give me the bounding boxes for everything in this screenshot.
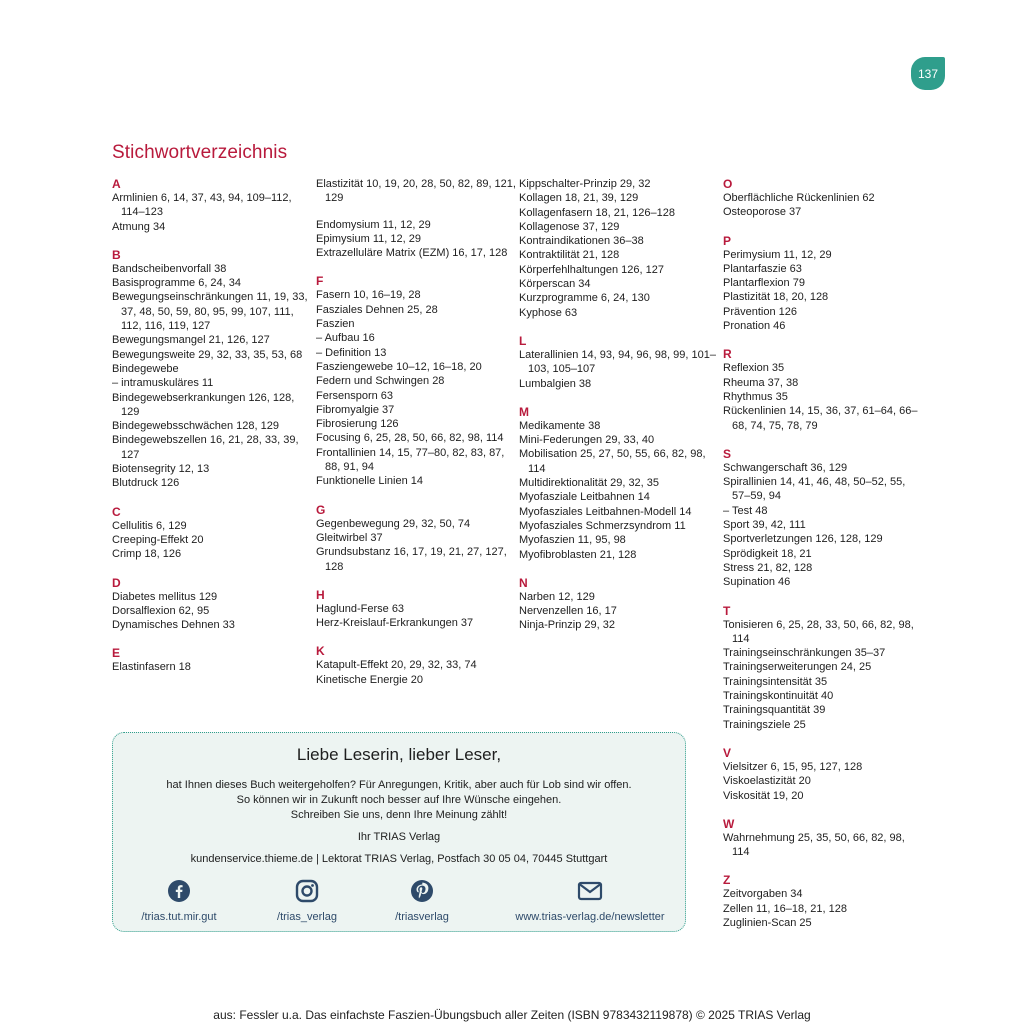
index-entry: Zuglinien-Scan 25	[723, 916, 812, 929]
index-section	[723, 746, 923, 803]
index-entry: Trainingsintensität 35	[723, 675, 828, 688]
index-entry: Viskoelastizität 20	[723, 775, 811, 788]
section-letter: K	[316, 644, 325, 659]
index-entry: Bindegewebserkrankungen 126, 128, 129	[112, 391, 298, 418]
reader-box-text-line: So können wir in Zukunft noch besser auf Ihre Wünsche eingehen.	[236, 794, 562, 806]
section-letter: G	[316, 502, 326, 517]
index-entry: Bewegungsmangel 21, 126, 127	[112, 334, 270, 347]
index-entry: Crimp 18, 126	[112, 548, 182, 561]
index-entry: Mini-Federungen 29, 33, 40	[519, 434, 655, 447]
facebook-icon	[167, 879, 191, 903]
index-entry: Fibrosierung 126	[316, 418, 399, 431]
section-letter: M	[519, 404, 529, 419]
index-entry: Elastizität 10, 19, 20, 28, 50, 82, 89, 121, 129	[316, 178, 520, 205]
index-section	[112, 248, 312, 491]
index-entry: Kollagenose 37, 129	[519, 220, 620, 233]
index-entry: Perimysium 11, 12, 29	[723, 248, 832, 261]
index-entry: Focusing 6, 25, 28, 50, 66, 82, 98, 114	[316, 432, 504, 445]
index-entry: Myofibroblasten 21, 128	[519, 548, 637, 561]
index-entry: Bindegewebsschwächen 128, 129	[112, 420, 279, 433]
section-letter: D	[112, 575, 121, 590]
page-number-badge: 137	[911, 57, 945, 90]
index-entry: Prävention 126	[723, 305, 797, 318]
index-entry: Multidirektionalität 29, 32, 35	[519, 477, 660, 490]
index-entry: Zellen 11, 16–18, 21, 128	[723, 902, 847, 915]
index-entry: Reflexion 35	[723, 362, 785, 375]
index-section	[723, 817, 923, 860]
index-section	[112, 646, 312, 674]
index-entry: Kollagenfasern 18, 21, 126–128	[519, 206, 675, 219]
index-entry: Herz-Kreislauf-Erkrankungen 37	[316, 617, 474, 630]
index-entry: Rückenlinien 14, 15, 36, 37, 61–64, 66–68, 74, 75, 78, 79	[723, 405, 918, 432]
index-entry: – intramuskuläres 11	[112, 377, 214, 390]
index-entry: Armlinien 6, 14, 37, 43, 94, 109–112, 114–123	[112, 192, 295, 219]
index-section	[112, 576, 312, 633]
index-section	[723, 347, 923, 432]
index-entry: Laterallinien 14, 93, 94, 96, 98, 99, 101–103, 105–107	[519, 348, 716, 376]
index-entry: Gleitwirbel 37	[316, 531, 383, 544]
index-column-3	[519, 177, 719, 647]
section-letter: T	[723, 603, 731, 618]
index-entry: Wahrnehmung 25, 35, 50, 66, 82, 98, 114	[723, 831, 908, 859]
index-entry: Grundsubstanz 16, 17, 19, 21, 27, 127, 128	[316, 546, 510, 573]
index-entry: – Aufbau 16	[316, 332, 375, 345]
index-entry: Spirallinien 14, 41, 46, 48, 50–52, 55, 57–59, 94	[723, 476, 909, 503]
index-entry: Schwangerschaft 36, 129	[723, 461, 848, 474]
index-entry: Narben 12, 129	[519, 590, 595, 603]
index-entry: Dynamisches Dehnen 33	[112, 619, 235, 632]
index-entry: Sprödigkeit 18, 21	[723, 547, 812, 560]
index-entry: Fibromyalgie 37	[316, 403, 395, 416]
index-entry: Endomysium 11, 12, 29	[316, 218, 431, 231]
index-entry: Trainingsquantität 39	[723, 704, 826, 717]
index-section	[316, 218, 516, 261]
instagram-link-label[interactable]: /trias_verlag	[277, 911, 337, 923]
index-entry: Vielsitzer 6, 15, 95, 127, 128	[723, 760, 863, 773]
section-letter: O	[723, 177, 733, 191]
reader-feedback-box	[112, 732, 686, 932]
index-entry: Dorsalflexion 62, 95	[112, 604, 210, 617]
facebook-link-label[interactable]: /trias.tut.mir.gut	[141, 911, 217, 923]
page-title: Stichwortverzeichnis	[112, 142, 288, 163]
index-section	[316, 644, 516, 687]
index-entry: Supination 46	[723, 576, 791, 589]
section-letter: C	[112, 504, 121, 519]
index-entry: – Definition 13	[316, 346, 387, 359]
index-entry: Kollagen 18, 21, 39, 129	[519, 192, 639, 205]
index-entry: Rheuma 37, 38	[723, 376, 799, 389]
index-section	[723, 447, 923, 590]
index-entry: Faszien	[316, 318, 355, 331]
instagram-icon	[295, 879, 319, 903]
section-letter: R	[723, 347, 732, 362]
index-entry: Sportverletzungen 126, 128, 129	[723, 533, 883, 546]
index-entry: Katapult-Effekt 20, 29, 32, 33, 74	[316, 659, 477, 672]
index-entry: Kyphose 63	[519, 306, 578, 319]
index-entry: Bindegewebszellen 16, 21, 28, 33, 39, 127	[112, 434, 302, 461]
index-entry: Fasziengewebe 10–12, 16–18, 20	[316, 360, 482, 373]
index-entry: Körperfehlhaltungen 126, 127	[519, 263, 664, 276]
index-section	[519, 334, 719, 391]
index-entry: Myofasziales Schmerzsyndrom 11	[519, 519, 686, 532]
index-entry: Myofasziales Leitbahnen-Modell 14	[519, 505, 692, 518]
index-entry: Kontraktilität 21, 128	[519, 249, 620, 262]
section-letter: H	[316, 587, 325, 602]
index-entry: Biotensegrity 12, 13	[112, 463, 210, 476]
index-entry: Trainingseinschränkungen 35–37	[723, 647, 886, 660]
index-section	[316, 588, 516, 631]
index-entry: Stress 21, 82, 128	[723, 561, 813, 574]
index-section	[723, 177, 923, 220]
newsletter-link-label[interactable]: www.trias-verlag.de/newsletter	[515, 911, 665, 923]
pinterest-link[interactable]	[332, 879, 512, 925]
section-letter: V	[723, 745, 732, 760]
index-entry: Ninja-Prinzip 29, 32	[519, 619, 615, 632]
index-section	[519, 177, 719, 320]
index-entry: Zeitvorgaben 34	[723, 888, 803, 901]
section-letter: E	[112, 646, 121, 661]
index-entry: Elastinfasern 18	[112, 661, 191, 674]
reader-box-signature: Ihr TRIAS Verlag	[357, 831, 441, 843]
index-section	[112, 177, 312, 234]
index-entry: Nervenzellen 16, 17	[519, 605, 617, 618]
index-entry: Oberflächliche Rückenlinien 62	[723, 192, 875, 204]
index-entry: Gegenbewegung 29, 32, 50, 74	[316, 517, 471, 530]
index-entry: Bewegungsweite 29, 32, 33, 35, 53, 68	[112, 348, 303, 361]
section-letter: B	[112, 247, 121, 262]
index-section	[112, 505, 312, 562]
index-entry: Blutdruck 126	[112, 477, 180, 490]
index-section	[316, 274, 516, 488]
index-section	[723, 873, 923, 930]
index-entry: Myofaszien 11, 95, 98	[519, 534, 626, 547]
index-section	[723, 234, 923, 334]
index-entry: Bindegewebe	[112, 362, 179, 375]
section-letter: N	[519, 575, 528, 590]
index-entry: Medikamente 38	[519, 419, 601, 432]
index-entry: Kurzprogramme 6, 24, 130	[519, 292, 650, 305]
index-column-1	[112, 177, 312, 689]
index-entry: Fasern 10, 16–19, 28	[316, 289, 421, 302]
index-entry: Trainingsziele 25	[723, 718, 806, 731]
reader-box-text-line: Schreiben Sie uns, denn Ihre Meinung zählt!	[290, 809, 508, 821]
reader-box-heading: Liebe Leserin, lieber Leser,	[296, 745, 502, 764]
index-section	[723, 604, 923, 732]
index-entry: Pronation 46	[723, 320, 786, 333]
index-section	[519, 576, 719, 633]
index-entry: Funktionelle Linien 14	[316, 475, 424, 488]
reader-box-text-line: hat Ihnen dieses Buch weitergeholfen? Für Anregungen, Kritik, aber auch für Lob sind wir offen.	[166, 779, 632, 791]
index-entry: Fasziales Dehnen 25, 28	[316, 303, 438, 316]
section-letter: W	[723, 816, 735, 831]
index-entry: Plantarfaszie 63	[723, 262, 802, 275]
section-letter: S	[723, 446, 732, 461]
index-entry: Kontraindikationen 36–38	[519, 235, 644, 248]
index-entry: Kippschalter-Prinzip 29, 32	[519, 178, 651, 190]
index-entry: – Test 48	[723, 504, 768, 517]
index-entry: Federn und Schwingen 28	[316, 375, 445, 388]
reader-box-contact: kundenservice.thieme.de | Lektorat TRIAS Verlag, Postfach 30 05 04, 70445 Stuttgart	[190, 853, 608, 865]
index-entry: Epimysium 11, 12, 29	[316, 232, 421, 245]
index-entry: Bandscheibenvorfall 38	[112, 262, 227, 275]
index-entry: Rhythmus 35	[723, 390, 788, 403]
section-letter: Z	[723, 873, 731, 888]
index-entry: Osteoporose 37	[723, 206, 802, 219]
index-entry: Extrazelluläre Matrix (EZM) 16, 17, 128	[316, 247, 508, 260]
section-letter: P	[723, 233, 732, 248]
index-column-2	[316, 177, 520, 701]
index-entry: Creeping-Effekt 20	[112, 533, 204, 546]
index-entry: Mobilisation 25, 27, 50, 55, 66, 82, 98, 114	[519, 448, 709, 475]
index-entry: Plastizität 18, 20, 128	[723, 291, 829, 304]
section-letter: F	[316, 274, 324, 289]
index-entry: Lumbalgien 38	[519, 377, 592, 390]
index-section	[316, 503, 516, 574]
newsletter-link[interactable]	[500, 879, 680, 925]
index-entry: Fersensporn 63	[316, 389, 394, 402]
mail-icon	[577, 879, 603, 903]
index-entry: Kinetische Energie 20	[316, 673, 424, 686]
index-entry: Tonisieren 6, 25, 28, 33, 50, 66, 82, 98, 114	[723, 618, 917, 645]
section-letter: A	[112, 177, 121, 191]
section-letter: L	[519, 333, 527, 348]
index-entry: Körperscan 34	[519, 278, 591, 291]
pinterest-icon	[410, 879, 434, 903]
index-entry: Diabetes mellitus 129	[112, 590, 218, 603]
index-entry: Cellulitis 6, 129	[112, 519, 187, 532]
index-entry: Plantarflexion 79	[723, 277, 805, 290]
index-column-4	[723, 177, 923, 944]
index-entry: Myofasziale Leitbahnen 14	[519, 491, 650, 504]
index-entry: Viskosität 19, 20	[723, 789, 804, 802]
source-footer: aus: Fessler u.a. Das einfachste Faszien-Übungsbuch aller Zeiten (ISBN 9783432119878) © 2025 TRIAS Verlag	[213, 1008, 811, 1022]
index-entry: Atmung 34	[112, 220, 166, 233]
index-section	[519, 405, 719, 562]
index-entry: Haglund-Ferse 63	[316, 602, 405, 615]
index-entry: Sport 39, 42, 111	[723, 519, 806, 532]
index-entry: Trainingskontinuität 40	[723, 690, 834, 703]
index-entry: Bewegungseinschränkungen 11, 19, 33, 37, 48, 50, 59, 80, 95, 99, 107, 111, 112, 116, 119, 127	[112, 291, 311, 333]
index-entry: Frontallinien 14, 15, 77–80, 82, 83, 87, 88, 91, 94	[316, 446, 508, 474]
index-entry: Trainingserweiterungen 24, 25	[723, 661, 872, 674]
index-entry: Basisprogramme 6, 24, 34	[112, 277, 242, 290]
pinterest-link-label[interactable]: /triasverlag	[395, 911, 449, 923]
